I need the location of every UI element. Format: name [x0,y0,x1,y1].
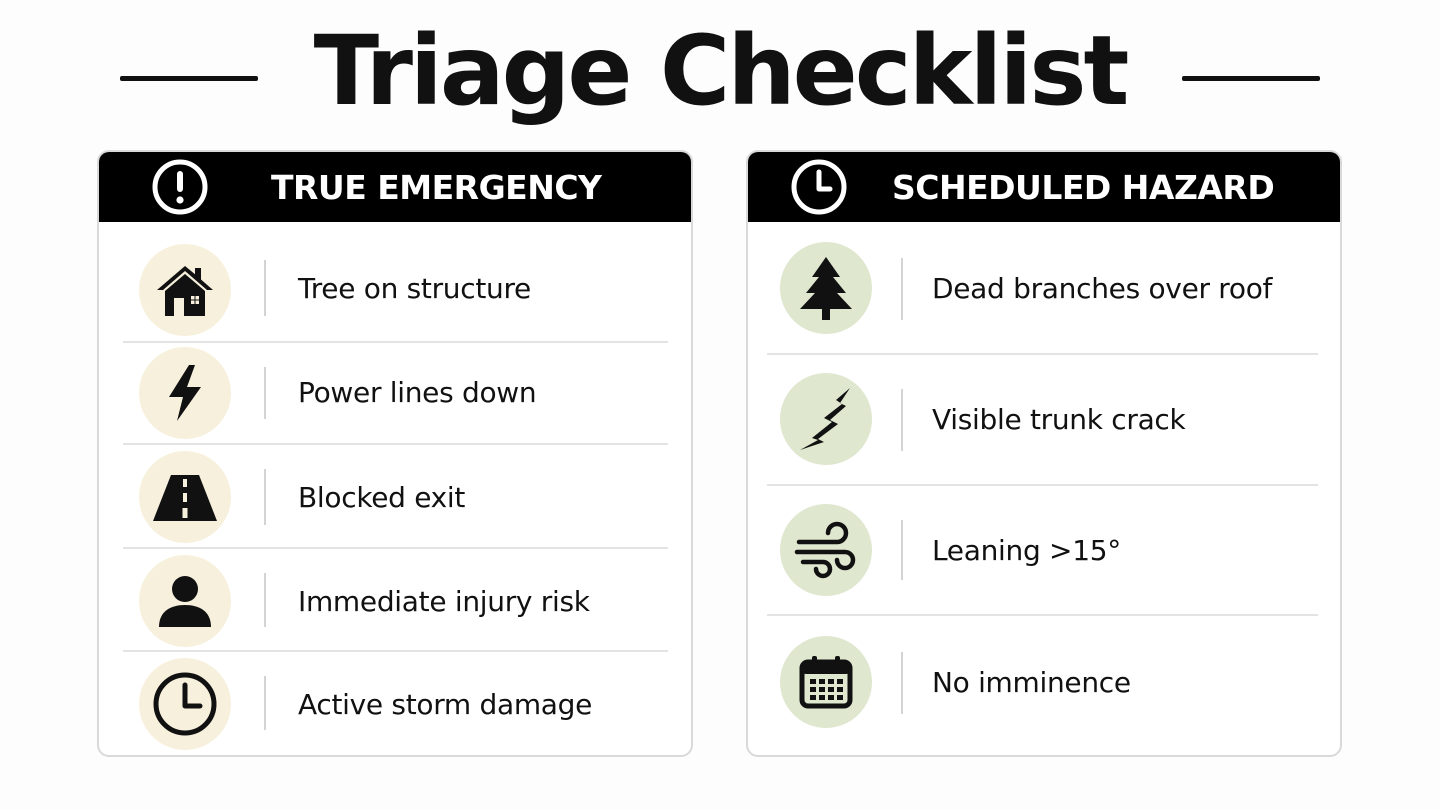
row-separator [901,258,903,320]
calendar-icon [780,636,872,728]
clock-icon [790,158,848,216]
scheduled-hazard-header [748,152,1340,222]
item-label: Tree on structure [298,272,531,305]
true-emergency-title: TRUE EMERGENCY [271,168,602,207]
title-rule-right [1182,76,1320,81]
row-separator [264,469,266,525]
road-icon [139,451,231,543]
list-item [99,549,691,651]
list-item [748,355,1340,484]
row-separator [264,367,266,419]
exclamation-circle-icon [151,158,209,216]
item-label: Dead branches over roof [932,272,1273,305]
list-item [748,222,1340,353]
row-separator [264,573,266,627]
item-label: Visible trunk crack [932,403,1186,436]
list-item [748,616,1340,757]
lightning-bolt-icon [139,347,231,439]
item-label: Leaning >15° [932,534,1121,567]
item-label: No imminence [932,666,1131,699]
title-row [0,15,1440,138]
page-title: Triage Checklist [313,15,1127,127]
list-item [99,652,691,757]
true-emergency-header [99,152,691,222]
list-item [99,222,691,342]
item-label: Blocked exit [298,481,466,514]
true-emergency-list [99,222,691,755]
item-label: Power lines down [298,376,537,409]
crack-icon [780,373,872,465]
row-separator [901,389,903,451]
scheduled-hazard-list [748,222,1340,755]
clock-icon [139,658,231,750]
house-icon [139,244,231,336]
row-separator [901,652,903,714]
wind-icon [780,504,872,596]
scheduled-hazard-title: SCHEDULED HAZARD [892,168,1275,207]
true-emergency-panel [97,150,693,757]
row-separator [901,520,903,580]
item-label: Immediate injury risk [298,585,590,618]
row-separator [264,676,266,730]
row-separator [264,260,266,316]
person-icon [139,555,231,647]
scheduled-hazard-panel [746,150,1342,757]
pine-tree-icon [780,242,872,334]
item-label: Active storm damage [298,688,593,721]
list-item [99,445,691,548]
title-rule-left [120,76,258,81]
list-item [99,343,691,444]
list-item [748,486,1340,614]
